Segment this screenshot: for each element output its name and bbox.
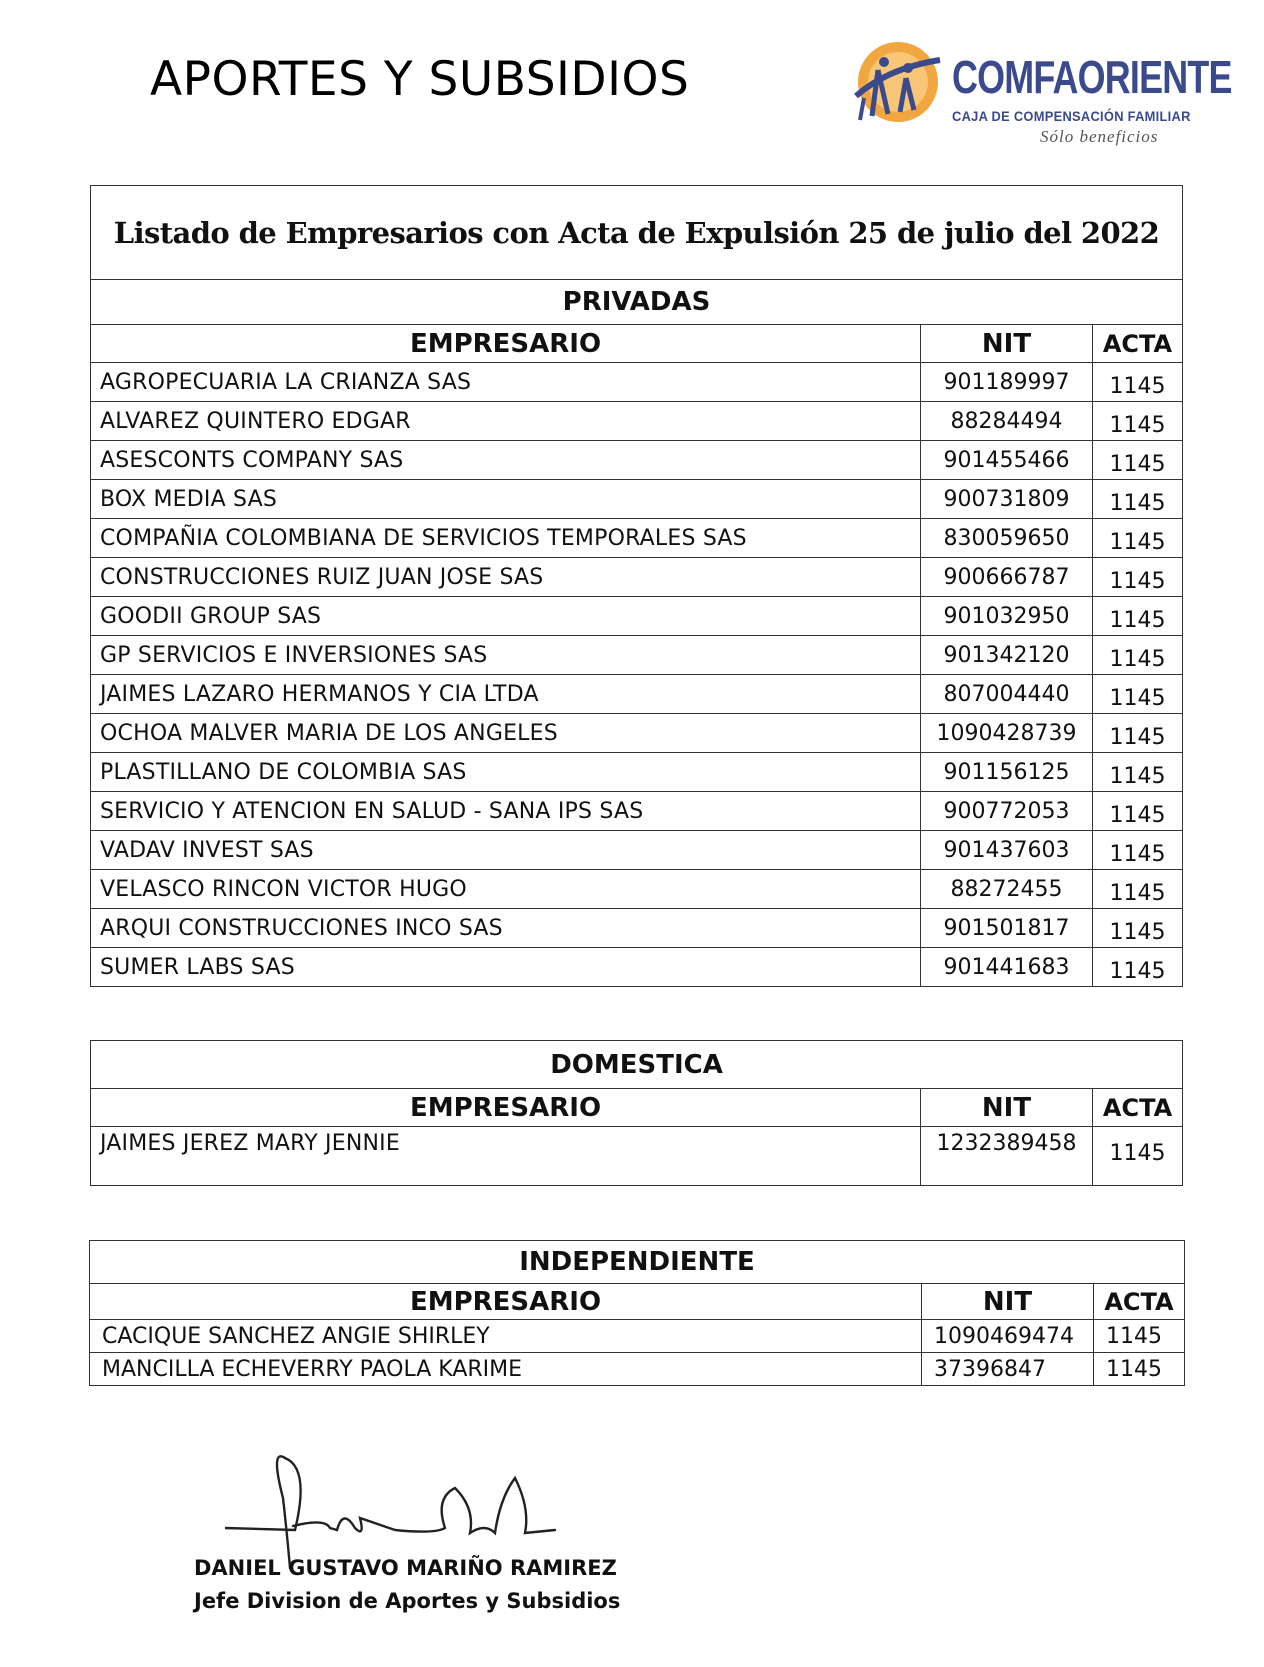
nit-cell: 88284494 (921, 402, 1093, 441)
nit-cell: 37396847 (922, 1353, 1094, 1386)
empresario-cell: BOX MEDIA SAS (91, 480, 921, 519)
nit-cell: 1090428739 (921, 714, 1093, 753)
nit-cell: 901189997 (921, 363, 1093, 402)
acta-cell: 1145 (1093, 402, 1183, 441)
column-header-nit: NIT (921, 1089, 1093, 1127)
acta-cell: 1145 (1093, 441, 1183, 480)
empresario-cell: CONSTRUCCIONES RUIZ JUAN JOSE SAS (91, 558, 921, 597)
empresario-cell: ASESCONTS COMPANY SAS (91, 441, 921, 480)
table-row (91, 441, 1183, 480)
acta-cell: 1145 (1093, 597, 1183, 636)
empresario-cell: GOODII GROUP SAS (91, 597, 921, 636)
acta-cell: 1145 (1094, 1320, 1185, 1353)
brand-name: COMFAORIENTE (952, 51, 1232, 103)
column-header-acta: ACTA (1094, 1284, 1185, 1320)
table-row (91, 1127, 1183, 1186)
acta-cell: 1145 (1093, 753, 1183, 792)
brand-slogan: Sólo beneficios (1040, 127, 1159, 146)
acta-cell: 1145 (1093, 519, 1183, 558)
brand-tagline: CAJA DE COMPENSACIÓN FAMILIAR (952, 108, 1191, 124)
empresario-cell: MANCILLA ECHEVERRY PAOLA KARIME (90, 1353, 922, 1386)
comfaoriente-logo (848, 38, 1232, 148)
nit-cell: 901156125 (921, 753, 1093, 792)
nit-cell: 901455466 (921, 441, 1093, 480)
nit-cell: 1090469474 (922, 1320, 1094, 1353)
acta-cell: 1145 (1093, 909, 1183, 948)
acta-cell: 1145 (1093, 714, 1183, 753)
domestica-section-title: DOMESTICA (91, 1041, 1183, 1089)
table-row (91, 597, 1183, 636)
empresario-cell: ALVAREZ QUINTERO EDGAR (91, 402, 921, 441)
nit-cell: 807004440 (921, 675, 1093, 714)
table-row (91, 792, 1183, 831)
empresario-cell: VELASCO RINCON VICTOR HUGO (91, 870, 921, 909)
signer-block (194, 1552, 620, 1618)
domestica-table (90, 1040, 1183, 1186)
nit-cell: 901441683 (921, 948, 1093, 987)
acta-cell: 1145 (1093, 1127, 1183, 1186)
page-title: APORTES Y SUBSIDIOS (150, 52, 690, 107)
empresario-cell: OCHOA MALVER MARIA DE LOS ANGELES (91, 714, 921, 753)
nit-cell: 901032950 (921, 597, 1093, 636)
table-row (91, 753, 1183, 792)
table-row (91, 480, 1183, 519)
table-row (91, 519, 1183, 558)
column-header-nit: NIT (922, 1284, 1094, 1320)
empresario-cell: VADAV INVEST SAS (91, 831, 921, 870)
nit-cell: 88272455 (921, 870, 1093, 909)
document-title: Listado de Empresarios con Acta de Expulsión 25 de julio del 2022 (91, 186, 1183, 280)
empresario-cell: COMPAÑIA COLOMBIANA DE SERVICIOS TEMPORALES SAS (91, 519, 921, 558)
empresario-cell: PLASTILLANO DE COLOMBIA SAS (91, 753, 921, 792)
acta-cell: 1145 (1093, 831, 1183, 870)
empresario-cell: SERVICIO Y ATENCION EN SALUD - SANA IPS SAS (91, 792, 921, 831)
column-header-nit: NIT (921, 325, 1093, 363)
privadas-section-title: PRIVADAS (91, 280, 1183, 325)
table-row (91, 831, 1183, 870)
empresario-cell: CACIQUE SANCHEZ ANGIE SHIRLEY (90, 1320, 922, 1353)
nit-cell: 901437603 (921, 831, 1093, 870)
acta-cell: 1145 (1093, 636, 1183, 675)
column-header-acta: ACTA (1093, 325, 1183, 363)
comfaoriente-emblem-icon (848, 38, 948, 133)
acta-cell: 1145 (1093, 480, 1183, 519)
table-row (90, 1353, 1185, 1386)
column-header-empresario: EMPRESARIO (90, 1284, 922, 1320)
acta-cell: 1145 (1094, 1353, 1185, 1386)
table-row (91, 675, 1183, 714)
column-header-acta: ACTA (1093, 1089, 1183, 1127)
empresario-cell: GP SERVICIOS E INVERSIONES SAS (91, 636, 921, 675)
table-row (91, 948, 1183, 987)
signer-name: DANIEL GUSTAVO MARIÑO RAMIREZ (194, 1556, 617, 1580)
column-header-empresario: EMPRESARIO (91, 325, 921, 363)
empresario-cell: SUMER LABS SAS (91, 948, 921, 987)
independiente-section-title: INDEPENDIENTE (90, 1241, 1185, 1284)
acta-cell: 1145 (1093, 948, 1183, 987)
acta-cell: 1145 (1093, 675, 1183, 714)
nit-cell: 901342120 (921, 636, 1093, 675)
acta-cell: 1145 (1093, 792, 1183, 831)
nit-cell: 900666787 (921, 558, 1093, 597)
empresario-cell: JAIMES JEREZ MARY JENNIE (91, 1127, 921, 1186)
column-header-empresario: EMPRESARIO (91, 1089, 921, 1127)
acta-cell: 1145 (1093, 558, 1183, 597)
privadas-table (90, 185, 1183, 987)
table-row (91, 870, 1183, 909)
empresario-cell: ARQUI CONSTRUCCIONES INCO SAS (91, 909, 921, 948)
acta-cell: 1145 (1093, 363, 1183, 402)
nit-cell: 1232389458 (921, 1127, 1093, 1186)
table-row (91, 402, 1183, 441)
empresario-cell: JAIMES LAZARO HERMANOS Y CIA LTDA (91, 675, 921, 714)
nit-cell: 901501817 (921, 909, 1093, 948)
table-row (90, 1320, 1185, 1353)
independiente-table (89, 1240, 1185, 1386)
signer-position: Jefe Division de Aportes y Subsidios (194, 1589, 621, 1613)
nit-cell: 830059650 (921, 519, 1093, 558)
nit-cell: 900772053 (921, 792, 1093, 831)
table-row (91, 636, 1183, 675)
table-row (91, 363, 1183, 402)
acta-cell: 1145 (1093, 870, 1183, 909)
table-row (91, 714, 1183, 753)
table-row (91, 909, 1183, 948)
empresario-cell: AGROPECUARIA LA CRIANZA SAS (91, 363, 921, 402)
nit-cell: 900731809 (921, 480, 1093, 519)
table-row (91, 558, 1183, 597)
